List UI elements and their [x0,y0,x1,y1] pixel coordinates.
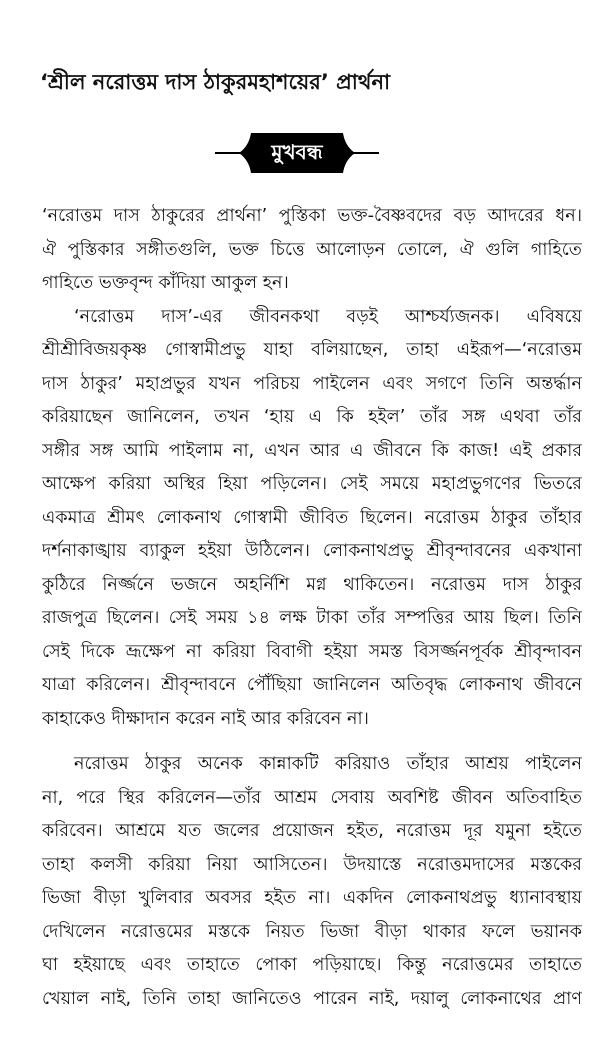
text-line: আক্ষেপ করিয়া অস্থির হিয়া পড়িলেন। সেই সময়ে মহাপ্রভুগণের ভিতরে [42,474,582,494]
body-text [42,200,582,1016]
text-line: করিবেন। আশ্রমে যত জলের প্রয়োজন হইত, নরোত্তম দূর যমুনা হইতে [42,821,582,841]
text-line: কুঠিরে নির্জ্জনে ভজনে অহর্নিশি মগ্ন থাকিতেন। নরোত্তম দাস ঠাকুর [42,574,582,595]
text-line: একমাত্র শ্রীমৎ লোকনাথ গোস্বামী জীবিত ছিলেন। নরোত্তম ঠাকুর তাঁহার [42,507,582,528]
text-line: দাস ঠাকুর’ মহাপ্রভুর যখন পরিচয় পাইলেন এবং সগণে তিনি অন্তর্দ্ধান [42,373,582,394]
text-line: রাজপুত্র ছিলেন। সেই সময় ১৪ লক্ষ টাকা তাঁর সম্পত্তির আয় ছিল। তিনি [42,608,582,628]
text-line: না, পরে স্থির করিলেন—তাঁর আশ্রম সেবায় অবশিষ্ট জীবন অতিবাহিত [42,787,582,808]
text-line: গাহিতে ভক্তবৃন্দ কাঁদিয়া আকুল হন। [42,273,289,293]
text-line: ঐ পুস্তিকার সঙ্গীতগুলি, ভক্ত চিত্তে আলোড়ন তোলে, ঐ গুলি গাহিতে [42,239,582,260]
text-line: ‘নরোত্তম দাস ঠাকুরের প্রার্থনা’ পুস্তিকা ভক্ত-বৈষ্ণবদের বড় আদরের ধন। [42,206,582,226]
text-line: যাত্রা করিলেন। শ্রীবৃন্দাবনে পৌঁছিয়া জানিলেন অতিবৃদ্ধ লোকনাথ জীবনে [42,675,582,695]
section-heading-banner [215,132,379,174]
paragraph-gap [42,736,582,748]
text-line: করিয়াছেন জানিলেন, তখন ‘হায় এ কি হইল’ তাঁর সঙ্গ এথবা তাঁর [42,407,582,427]
text-line: কাহাকেও দীক্ষাদান করেন নাই আর করিবেন না। [42,708,369,729]
text-line: নরোত্তম ঠাকুর অনেক কান্নাকটি করিয়াও তাঁহার আশ্রয় পাইলেন [74,754,582,774]
text-line: দেখিলেন নরোত্তমের মস্তকে নিয়ত ভিজা বীড়া থাকার ফলে ভয়ানক [42,921,582,942]
text-line: সঙ্গীর সঙ্গ আমি পাইলাম না, এখন আর এ জীবনে কি কাজ! এই প্রকার [42,440,582,461]
section-heading: মুখবন্ধ [271,140,323,164]
text-line: তাহা কলসী করিয়া নিয়া আসিতেন। উদয়াস্তে নরোত্তমদাসের মস্তকের [42,854,582,875]
text-line: ভিজা বীড়া খুলিবার অবসর হইত না। একদিন লোকনাথপ্রভু ধ্যানাবস্থায় [42,888,582,908]
text-line: খেয়াল নাই, তিনি তাহা জানিতেও পারেন নাই, দয়ালু লোকনাথের প্রাণ [42,988,582,1009]
text-line: ঘা হইয়াছে এবং তাহাতে পোকা পড়িয়াছে। কিন্তু নরোত্তমের তাহাতে [42,955,582,975]
text-line: দর্শনাকাঙ্খায় ব্যাকুল হইয়া উঠিলেন। লোকনাথপ্রভু শ্রীবৃন্দাবনের একখানা [42,541,582,561]
page-title: ‘শ্রীল নরোত্তম দাস ঠাকুরমহাশয়ের’ প্রার্থনা [40,70,391,94]
text-line: শ্রীশ্রীবিজয়কৃষ্ণ গোস্বামীপ্রভু যাহা বলিয়াছেন, তাহা এইরূপ—‘নরোত্তম [42,340,582,360]
text-line: সেই দিকে ভ্রূক্ষেপ না করিয়া বিবাগী হইয়া সমস্ত বিসর্জ্জনপূর্বক শ্রীবৃন্দাবন [42,641,582,662]
text-line: ‘নরোত্তম দাস’-এর জীবনকথা বড়ই আশ্চর্য্যজনক। এবিষয়ে [74,306,582,327]
